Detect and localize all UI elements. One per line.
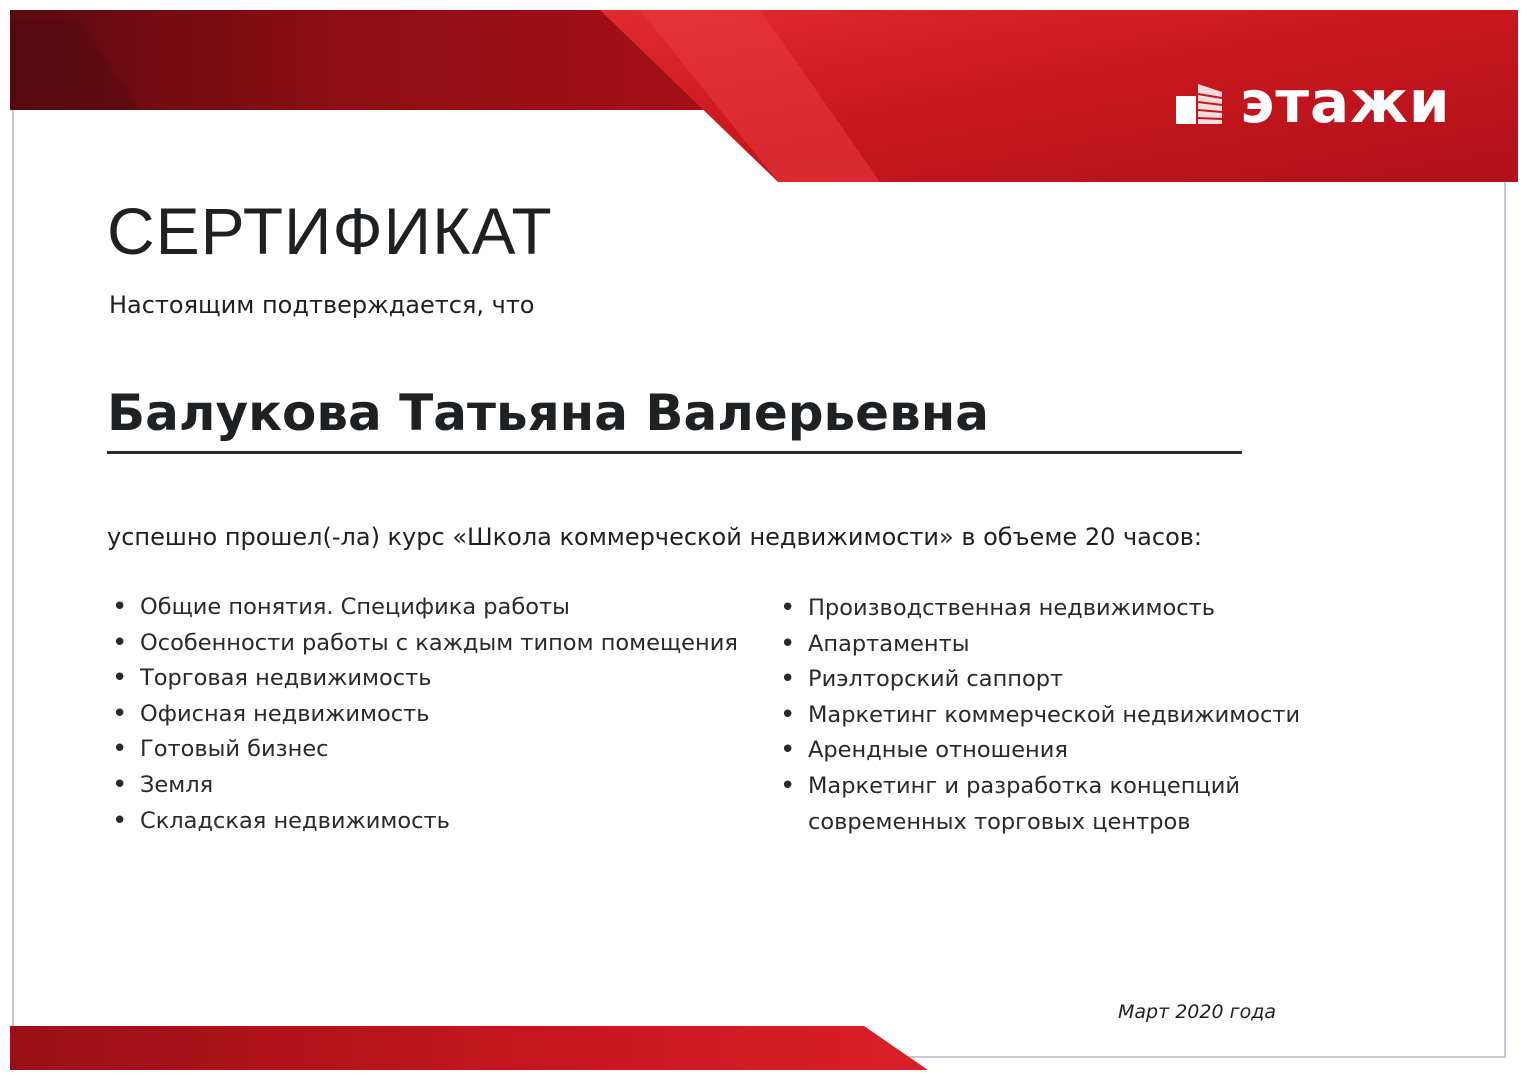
course-description: успешно прошел(-ла) курс «Школа коммерческой недвижимости» в объеме 20 часов: [107, 523, 1202, 551]
list-item: • Арендные отношения [778, 733, 1418, 769]
list-item: • Складская недвижимость [110, 804, 750, 840]
list-item: • Земля [110, 768, 750, 804]
brand-logo-text: этажи [1240, 68, 1451, 136]
recipient-name: Балукова Татьяна Валерьевна [107, 384, 990, 442]
list-item: • Производственная недвижимость [778, 591, 1418, 627]
list-item: • Торговая недвижимость [110, 661, 750, 697]
brand-logo [1176, 68, 1451, 136]
list-item: • Общие понятия. Специфика работы [110, 590, 750, 626]
certificate-title: СЕРТИФИКАТ [107, 194, 553, 268]
bottom-red-band [10, 1026, 928, 1070]
topics-list-right [778, 591, 1418, 840]
list-item: • Маркетинг коммерческой недвижимости [778, 698, 1418, 734]
list-item: • Маркетинг и разработка концепций современных торговых центров [778, 769, 1388, 840]
topics-list-left [110, 590, 750, 839]
list-item: • Апартаменты [778, 627, 1418, 663]
list-item: • Готовый бизнес [110, 732, 750, 768]
building-icon [1176, 80, 1224, 124]
list-item: • Офисная недвижимость [110, 697, 750, 733]
list-item: • Риэлторский саппорт [778, 662, 1418, 698]
list-item: • Особенности работы с каждым типом помещения [110, 626, 750, 662]
name-underline [107, 451, 1242, 454]
certificate-subtitle: Настоящим подтверждается, что [109, 291, 535, 319]
certificate-date: Март 2020 года [1118, 1001, 1276, 1023]
